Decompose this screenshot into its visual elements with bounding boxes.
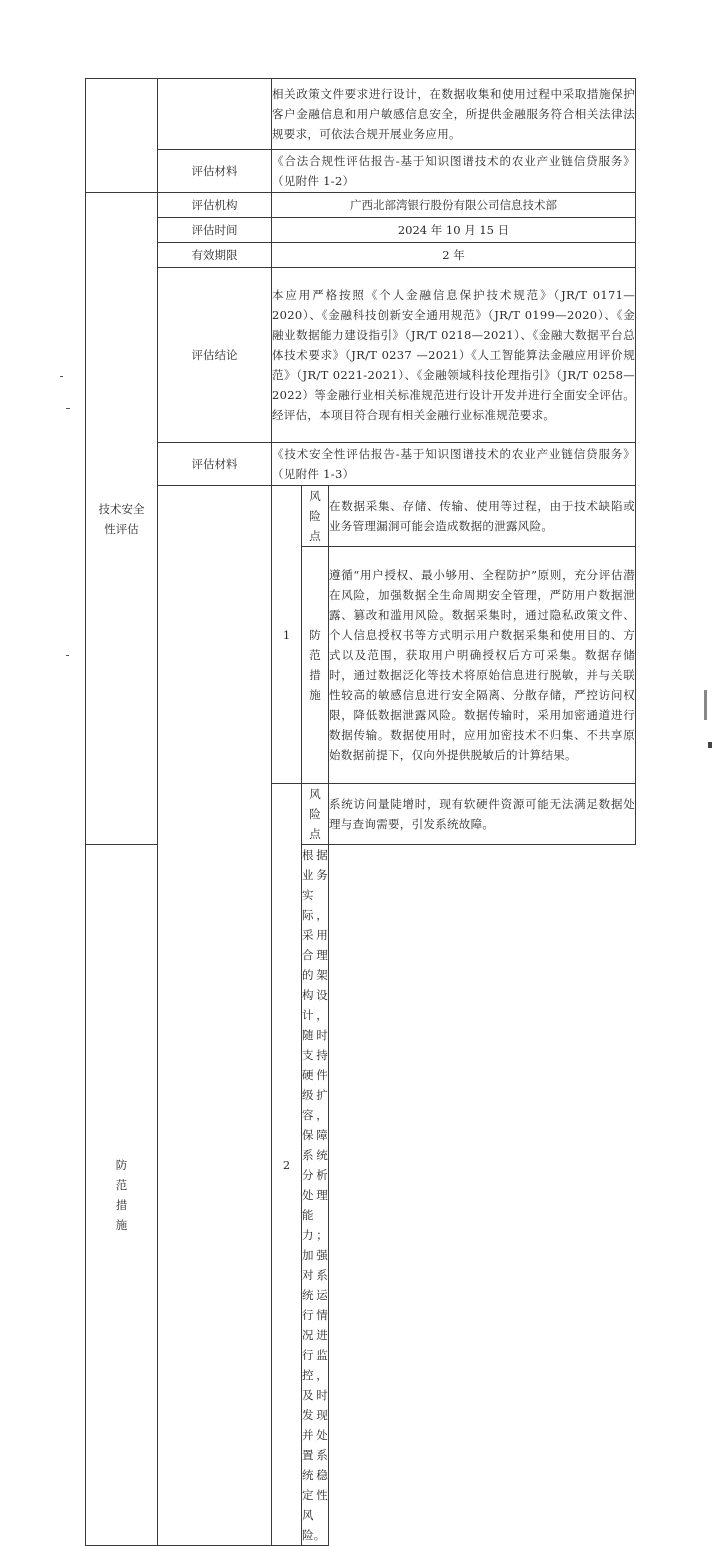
risk-2-number: 2 — [272, 784, 302, 1546]
conclusion-value: 本应用严格按照《个人金融信息保护技术规范》（JR/T 0171—2020）、《金融科技创新安全通用规范》（JR/T 0199—2020）、《金融业数据能力建设指引》（JR/T 0218—2021）、《金融大数据平台总体技术要求》（JR/T 0237 —2021）《人工智能算法金融应用评价规范》（JR/T 0221-2021）、《金融领域科技伦理指引》（JR/T 0258—2022）等金融行业相关标准规范进行设计开发并进行全面安全评估。经评估，本项目符合现有相关金融行业标准规范要求。 — [272, 268, 636, 443]
tech-material-label: 评估材料 — [158, 443, 272, 486]
org-row — [86, 193, 636, 218]
time-label: 评估时间 — [158, 218, 272, 243]
risk-1-measure-tag-text: 防范措施 — [309, 628, 321, 702]
time-value: 2024 年 10 月 15 日 — [272, 218, 636, 243]
risk-2-measure-tag — [86, 845, 158, 1546]
policy-label-cell — [158, 79, 272, 150]
risk-1-risk-text: 在数据采集、存储、传输、使用等过程，由于技术缺陷或业务管理漏洞可能会造成数据的泄露风险。 — [329, 486, 636, 547]
validity-label: 有效期限 — [158, 243, 272, 268]
risk-1-risk-tag-text: 风险点 — [309, 489, 321, 543]
validity-row — [86, 243, 636, 268]
risk-2-risk-text: 系统访问量陡增时，现有软硬件资源可能无法满足数据处理与查询需要，引发系统故障。 — [329, 784, 636, 845]
risk-2-risk-tag-text: 风险点 — [309, 787, 321, 841]
risk-1-measure-text: 遵循“用户授权、最小够用、全程防护”原则，充分评估潜在风险，加强数据全生命周期安全管理，严防用户数据泄露、篡改和滥用风险。数据采集时，通过隐私政策文件、个人信息授权书等方式明示用户数据采集和使用目的、方式以及范围，获取用户明确授权后方可采集。数据存储时，通过数据泛化等技术将原始信息进行脱敏，并与关联性较高的敏感信息进行安全隔离、分散存储，严控访问权限，降低数据泄露风险。数据传输时，采用加密通道进行数据传输。数据使用时，应用加密技术不归集、不共享原始数据前提下，仅向外提供脱敏后的计算结果。 — [329, 547, 636, 784]
scan-mark-left-3 — [66, 655, 69, 656]
scan-mark-left-1 — [60, 376, 63, 377]
legal-material-label: 评估材料 — [158, 150, 272, 193]
risk-1-risk-tag — [302, 486, 329, 547]
risk-2-measure-text: 根据业务实际，采用合理的架构设计，随时支持硬件级扩容，保障系统分析处理能力；加强对系统运行情况进行监控，及时发现并处置系统稳定性风险。 — [302, 845, 329, 1546]
conclusion-row — [86, 268, 636, 443]
scan-mark-right-1 — [704, 690, 707, 720]
tech-section-label — [86, 193, 158, 845]
legal-section-cell — [86, 79, 158, 193]
conclusion-label: 评估结论 — [158, 268, 272, 443]
legal-material-row — [86, 150, 636, 193]
risk-2-risk-tag — [302, 784, 329, 845]
risk-1-number: 1 — [272, 486, 302, 784]
policy-row — [86, 79, 636, 150]
policy-text: 相关政策文件要求进行设计，在数据收集和使用过程中采取措施保护客户金融信息和用户敏感信息安全，所提供金融服务符合相关法律法规要求，可依法合规开展业务应用。 — [272, 79, 636, 150]
validity-value: 2 年 — [272, 243, 636, 268]
org-label: 评估机构 — [158, 193, 272, 218]
scan-mark-left-2 — [66, 408, 70, 409]
tech-material-value: 《技术安全性评估报告-基于知识图谱技术的农业产业链信贷服务》（见附件 1-3） — [272, 443, 636, 486]
risk-blank-cell — [158, 486, 272, 1546]
tech-section-text: 技术安全性评估 — [98, 501, 145, 536]
risk-2-measure-tag-text: 防范措施 — [115, 1158, 128, 1232]
scan-mark-right-2 — [708, 742, 712, 748]
org-value: 广西北部湾银行股份有限公司信息技术部 — [272, 193, 636, 218]
legal-material-value: 《合法合规性评估报告-基于知识图谱技术的农业产业链信贷服务》（见附件 1-2） — [272, 150, 636, 193]
assessment-table — [85, 78, 636, 1546]
time-row — [86, 218, 636, 243]
risk-1-measure-tag — [302, 547, 329, 784]
risk-1-point-row — [86, 486, 636, 547]
tech-material-row — [86, 443, 636, 486]
